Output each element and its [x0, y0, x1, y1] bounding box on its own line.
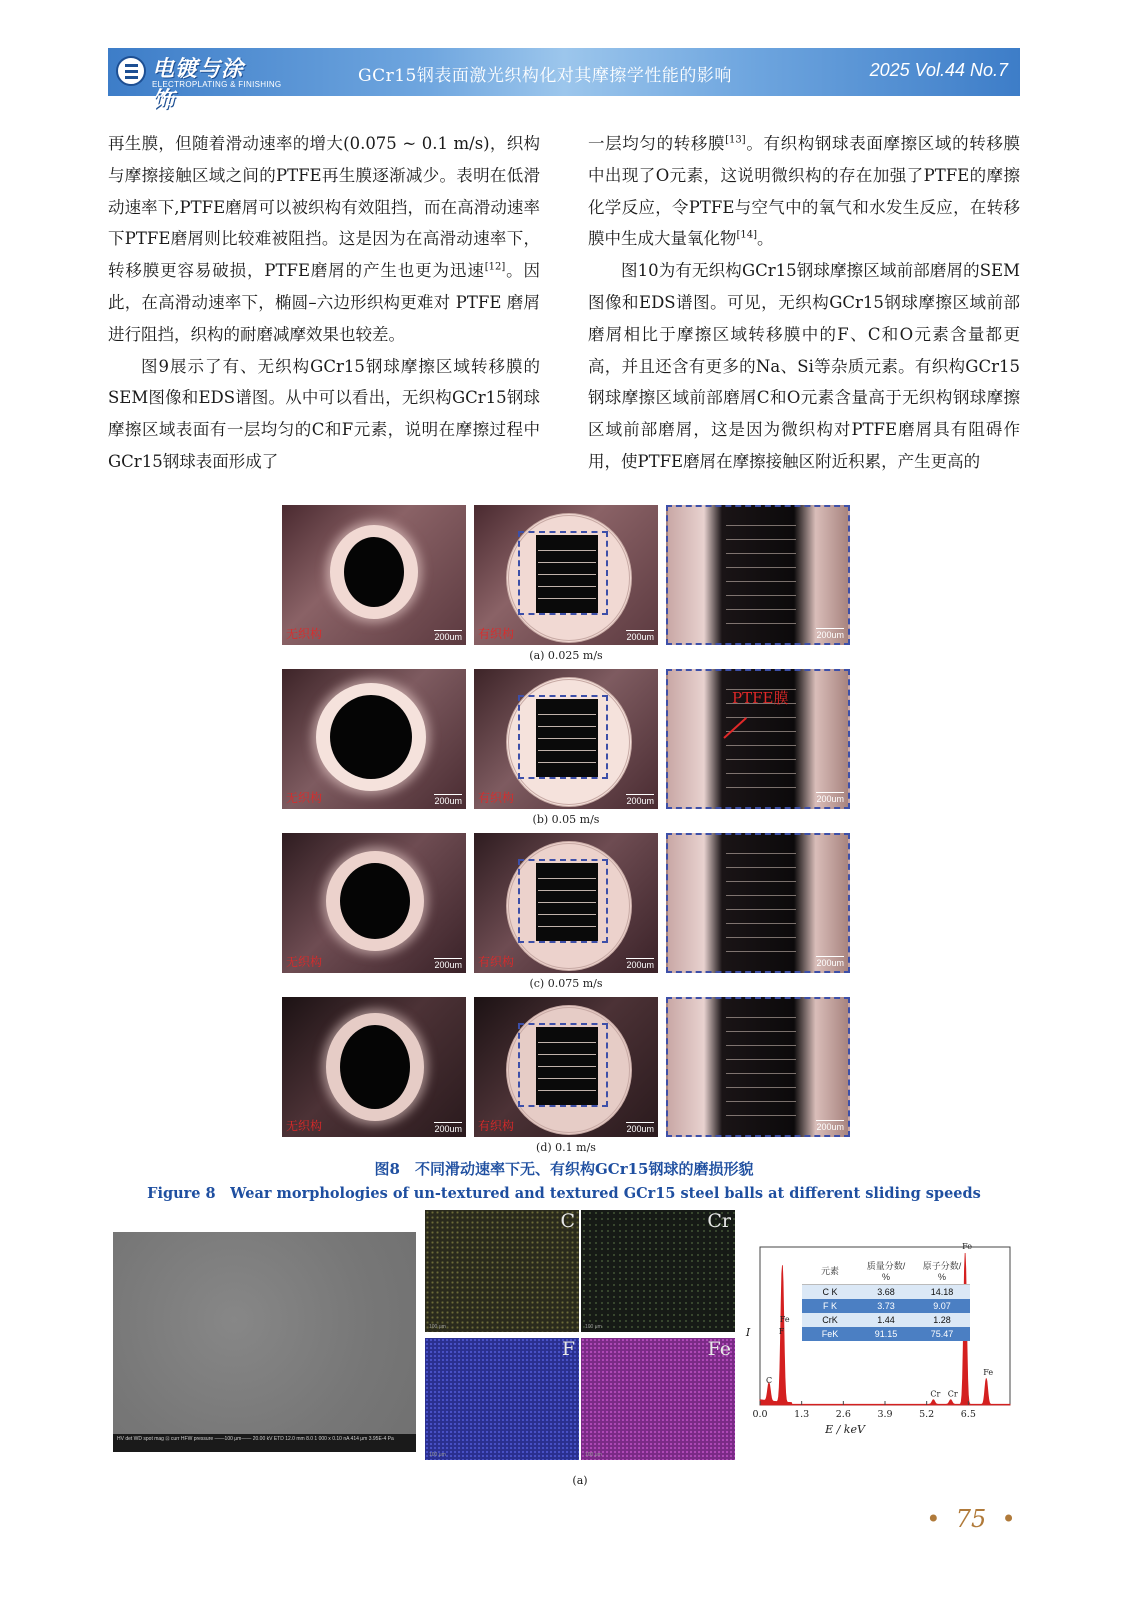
scale-bar: 200um [816, 794, 844, 804]
wear-streak [726, 1073, 796, 1074]
ptfe-film-label: PTFE膜 [732, 689, 789, 707]
scale-bar: 200um [434, 632, 462, 642]
zoom-region-box [518, 531, 608, 615]
paragraph: 图9展示了有、无织构GCr15钢球摩擦区域转移膜的SEM图像和EDS谱图。从中可以看出，无织构GCr15钢球摩擦区域表面有一层均匀的C和F元素，说明在摩擦过程中GCr15钢球表面形成了 [108, 356, 540, 471]
wear-streak [726, 787, 796, 788]
figure-8-row [282, 997, 850, 1137]
x-tick-label: 5.2 [919, 1409, 935, 1420]
peak-label: Cr [930, 1389, 941, 1399]
wear-streak [726, 717, 796, 718]
table-header: 元素 [802, 1257, 858, 1285]
figure-8-subcaption: (c) 0.075 m/s [529, 977, 603, 990]
journal-header [108, 48, 1020, 113]
wear-streak [726, 539, 796, 540]
eds-map-c: C 100 μm [425, 1210, 579, 1332]
figure-8-subcaption: (a) 0.025 m/s [529, 649, 603, 662]
textured-label: 有织构 [478, 955, 515, 969]
wear-streak [726, 853, 796, 854]
table-header: 质量分数/ % [858, 1257, 914, 1285]
table-row: C K 3.68 14.18 [802, 1285, 970, 1300]
figure-8-title-cn: 图8 不同滑动速率下无、有织构GCr15钢球的磨损形貌 [374, 1160, 754, 1178]
untextured-label: 无织构 [286, 627, 323, 641]
wear-streak [726, 1031, 796, 1032]
zoom-region-box [518, 695, 608, 779]
textured-label: 有织构 [478, 1119, 515, 1133]
wear-streak [726, 745, 796, 746]
wear-streak [726, 553, 796, 554]
wear-streak [726, 951, 796, 952]
paragraph: 再生膜，但随着滑动速率的增大(0.075 ~ 0.1 m/s)，织构与摩擦接触区域之间的PTFE再生膜逐渐减少。表明在低滑动速率下,PTFE磨屑可以被织构有效阻挡，而在高滑动速率下PTFE磨屑则比较难被阻挡。这是因为在高滑动速率下，转移膜更容易破损，PTFE磨屑的产生也更为迅速[12]。因此，在高滑动速率下，椭圆–六边形织构更难对 PTFE 磨屑进行阻挡，织构的耐磨减摩效果也较差。 [108, 134, 540, 344]
figure-8-subcaption: (d) 0.1 m/s [536, 1141, 596, 1154]
right-column [588, 128, 1020, 478]
logo-emblem-icon [116, 56, 146, 86]
scale-bar: 200um [816, 958, 844, 968]
y-axis-label: I [745, 1326, 751, 1339]
figure-9-subcaption: (a) [572, 1474, 588, 1487]
wear-streak [726, 895, 796, 896]
left-column [108, 128, 540, 478]
figure-8-row [282, 505, 850, 645]
wear-streak [726, 773, 796, 774]
textured-label: 有织构 [478, 627, 515, 641]
table-header: 原子分数/ % [914, 1257, 970, 1285]
scale-bar: 200um [434, 796, 462, 806]
untextured-micrograph [282, 669, 466, 809]
scale-bar: 200um [626, 1124, 654, 1134]
eds-composition-table [802, 1257, 970, 1341]
journal-logo [116, 54, 282, 113]
zoom-region-box [518, 1023, 608, 1107]
eds-map-cr: Cr 100 μm [581, 1210, 735, 1332]
untextured-label: 无织构 [286, 1119, 323, 1133]
figure-8-row [282, 833, 850, 973]
logo-chinese-name: 电镀与涂饰 [152, 56, 245, 113]
untextured-label: 无织构 [286, 791, 323, 805]
table-row: F K 3.73 9.07 [802, 1299, 970, 1313]
x-tick-label: 2.6 [835, 1409, 851, 1420]
running-title: GCr15钢表面激光织构化对其摩擦学性能的影响 [358, 66, 732, 86]
x-tick-label: 6.5 [960, 1409, 976, 1420]
wear-streak [726, 1101, 796, 1102]
sem-image [113, 1232, 416, 1452]
zoomed-micrograph [666, 833, 850, 973]
wear-scar [330, 695, 412, 779]
textured-micrograph [474, 505, 658, 645]
wear-scar [340, 1025, 410, 1109]
eds-map-fe: Fe 100 μm [581, 1338, 735, 1460]
wear-streak [726, 609, 796, 610]
wear-streak [726, 1059, 796, 1060]
scale-bar: 200um [626, 796, 654, 806]
x-tick-label: 0.0 [752, 1409, 768, 1420]
wear-streak [726, 1087, 796, 1088]
figure-8-subcaption: (b) 0.05 m/s [532, 813, 600, 826]
paragraph: 一层均匀的转移膜[13]。有织构钢球表面摩擦区域的转移膜中出现了O元素，这说明微织构的存在加强了PTFE的摩擦化学反应，令PTFE与空气中的氧气和水发生反应，在转移膜中生成大量氧化物[14]。 [588, 134, 1020, 249]
zoom-region-box [518, 859, 608, 943]
wear-streak [726, 867, 796, 868]
wear-streak [726, 731, 796, 732]
map-label: Fe [707, 1338, 731, 1360]
wear-streak [726, 581, 796, 582]
eds-map-f: F 100 μm [425, 1338, 579, 1460]
citation: [12] [484, 261, 506, 273]
wear-streak [726, 595, 796, 596]
wear-streak [726, 525, 796, 526]
wear-streak [726, 881, 796, 882]
textured-micrograph [474, 669, 658, 809]
scale-bar: 200um [434, 1124, 462, 1134]
zoomed-micrograph [666, 997, 850, 1137]
table-row: FeK 91.15 75.47 [802, 1327, 970, 1341]
citation: [13] [725, 134, 746, 146]
peak-label: Fe [983, 1368, 994, 1378]
map-label: C [560, 1210, 575, 1232]
wear-streak [726, 937, 796, 938]
paragraph: 图10为有无织构GCr15钢球摩擦区域前部磨屑的SEM图像和EDS谱图。可见，无织构GCr15钢球摩擦区域前部磨屑相比于摩擦区域转移膜中的F、C和O元素含量都更高，并且还含有更多的Na、Si等杂质元素。有织构GCr15钢球摩擦区域前部磨屑C和O元素含量高于无织构钢球摩擦区域前部磨屑，这是因为微织构对PTFE磨屑具有阻碍作用，使PTFE磨屑在摩擦接触区附近积累，产生更高的 [588, 261, 1020, 471]
scale-bar: 200um [816, 630, 844, 640]
logo-english-name: ELECTROPLATING & FINISHING [152, 80, 282, 89]
ptfe-arrow-icon [723, 717, 747, 739]
peak-label: Fe [962, 1242, 972, 1251]
x-tick-label: 1.3 [794, 1409, 810, 1420]
citation: [14] [736, 229, 758, 241]
wear-streak [726, 567, 796, 568]
untextured-micrograph [282, 505, 466, 645]
scale-bar: 200um [626, 632, 654, 642]
scale-bar: 200um [816, 1122, 844, 1132]
map-label: Cr [707, 1210, 731, 1232]
wear-scar [344, 537, 404, 607]
map-label: F [561, 1338, 575, 1360]
peak-label: F [778, 1327, 785, 1337]
textured-micrograph [474, 997, 658, 1137]
x-tick-label: 3.9 [877, 1409, 893, 1420]
zoomed-micrograph [666, 505, 850, 645]
peak-label: Fe [779, 1314, 790, 1324]
wear-streak [726, 1045, 796, 1046]
scale-bar: 200um [434, 960, 462, 970]
sem-info-bar: HV det WD spot mag ⊡ curr HFW pressure ——100 μm—— 20.00 kV ETD 12.0 mm 8.0 1 000 x 0.10 nA 414 μm 3.95E-4 Pa [113, 1434, 416, 1452]
zoomed-micrograph [666, 669, 850, 809]
figure-8-row [282, 669, 850, 809]
page-number: • 75 • [926, 1505, 1016, 1533]
untextured-label: 无织构 [286, 955, 323, 969]
wear-streak [726, 1115, 796, 1116]
table-row: CrK 1.44 1.28 [802, 1313, 970, 1327]
peak-label: Cr [947, 1389, 958, 1399]
wear-streak [726, 759, 796, 760]
wear-streak [726, 1017, 796, 1018]
wear-streak [726, 923, 796, 924]
untextured-micrograph [282, 833, 466, 973]
issue-info: 2025 Vol.44 No.7 [869, 60, 1008, 80]
x-axis-label: E / keV [825, 1423, 865, 1436]
wear-streak [726, 909, 796, 910]
wear-streak [726, 623, 796, 624]
scale-bar: 200um [626, 960, 654, 970]
peak-label: C [765, 1375, 773, 1385]
figure-8-title-en: Figure 8 Wear morphologies of un-textured and textured GCr15 steel balls at different sliding speeds [147, 1185, 981, 1202]
untextured-micrograph [282, 997, 466, 1137]
textured-label: 有织构 [478, 791, 515, 805]
wear-scar [340, 863, 410, 939]
textured-micrograph [474, 833, 658, 973]
